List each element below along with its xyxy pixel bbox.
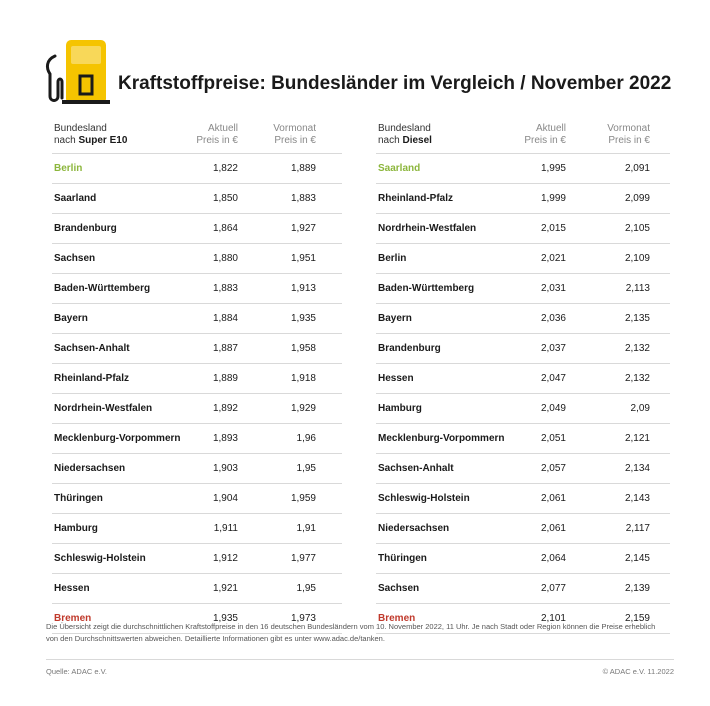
current-price: 2,064 xyxy=(540,553,566,564)
previous-month-price: 1,951 xyxy=(290,253,316,264)
previous-month-price: 1,91 xyxy=(296,523,316,534)
current-price: 2,077 xyxy=(540,583,566,594)
current-price: 1,889 xyxy=(212,373,238,384)
table-rows xyxy=(376,153,670,634)
table-row xyxy=(376,543,670,573)
current-price: 1,880 xyxy=(212,253,238,264)
state-name: Berlin xyxy=(378,253,407,264)
footnote: Die Übersicht zeigt die durchschnittlichen Kraftstoffpreise in den 16 deutschen Bundesländern vom 10. November 2022, 11 Uhr. Je nach Stadt oder Region können die Preise erheblich von den Durchschnittswerten abweichen. Detaillierte Informationen gibt es unter www.adac.de/tanken. xyxy=(46,622,656,643)
column-header-vormonat: Vormonat Preis in € xyxy=(607,123,650,146)
fuel-type-label: Super E10 xyxy=(78,135,128,146)
table-row xyxy=(52,453,342,483)
previous-month-price: 2,099 xyxy=(624,193,650,204)
previous-month-price: 2,145 xyxy=(624,553,650,564)
previous-month-price: 2,132 xyxy=(624,343,650,354)
previous-month-price: 2,09 xyxy=(630,403,650,414)
table-row xyxy=(376,183,670,213)
previous-month-price: 1,889 xyxy=(290,163,316,174)
previous-month-price: 2,143 xyxy=(624,493,650,504)
current-price: 1,921 xyxy=(212,583,238,594)
current-price: 1,892 xyxy=(212,403,238,414)
current-price: 2,015 xyxy=(540,223,566,234)
current-price: 2,061 xyxy=(540,523,566,534)
state-name: Brandenburg xyxy=(54,223,117,234)
previous-month-price: 1,918 xyxy=(290,373,316,384)
previous-month-price: 1,959 xyxy=(290,493,316,504)
current-price: 1,995 xyxy=(540,163,566,174)
state-name: Saarland xyxy=(54,193,97,204)
previous-month-price: 2,132 xyxy=(624,373,650,384)
previous-month-price: 1,973 xyxy=(290,613,316,624)
table-row xyxy=(376,393,670,423)
previous-month-price: 2,117 xyxy=(625,523,650,534)
table-row xyxy=(52,243,342,273)
state-name: Niedersachsen xyxy=(54,463,126,474)
state-name: Schleswig-Holstein xyxy=(378,493,470,504)
table-row xyxy=(376,363,670,393)
current-price: 2,049 xyxy=(540,403,566,414)
previous-month-price: 1,927 xyxy=(290,223,316,234)
current-price: 1,887 xyxy=(212,343,238,354)
current-price: 1,904 xyxy=(212,493,238,504)
current-price: 1,883 xyxy=(212,283,238,294)
state-name: Niedersachsen xyxy=(378,523,450,534)
fuel-pump-icon xyxy=(44,38,116,106)
state-name: Hessen xyxy=(378,373,414,384)
previous-month-price: 2,134 xyxy=(624,463,650,474)
state-name: Thüringen xyxy=(54,493,103,504)
column-header-vormonat: Vormonat Preis in € xyxy=(273,123,316,146)
previous-month-price: 1,958 xyxy=(290,343,316,354)
copyright-label: © ADAC e.V. 11.2022 xyxy=(602,667,674,676)
current-price: 1,912 xyxy=(212,553,238,564)
state-name: Sachsen-Anhalt xyxy=(54,343,130,354)
state-name: Baden-Württemberg xyxy=(54,283,151,294)
previous-month-price: 2,109 xyxy=(624,253,650,264)
current-price: 2,061 xyxy=(540,493,566,504)
state-name: Bremen xyxy=(378,613,416,624)
footer-divider xyxy=(46,659,674,660)
current-price: 1,999 xyxy=(540,193,566,204)
previous-month-price: 2,159 xyxy=(624,613,650,624)
previous-month-price: 1,913 xyxy=(290,283,316,294)
table-row xyxy=(52,483,342,513)
current-price: 1,850 xyxy=(212,193,238,204)
current-price: 1,893 xyxy=(212,433,238,444)
current-price: 1,864 xyxy=(212,223,238,234)
current-price: 2,036 xyxy=(540,313,566,324)
state-name: Sachsen-Anhalt xyxy=(378,463,454,474)
state-name: Hamburg xyxy=(378,403,422,414)
state-name: Sachsen xyxy=(54,253,96,264)
previous-month-price: 1,929 xyxy=(290,403,316,414)
diesel-table xyxy=(376,121,670,634)
column-header-aktuell: Aktuell Preis in € xyxy=(524,123,566,146)
current-price: 2,101 xyxy=(540,613,566,624)
state-name: Bremen xyxy=(54,613,92,624)
previous-month-price: 1,883 xyxy=(290,193,316,204)
current-price: 1,822 xyxy=(212,163,238,174)
state-name: Bayern xyxy=(378,313,412,324)
column-header-bundesland: Bundesland nach Super E10 xyxy=(54,123,128,146)
table-row xyxy=(52,333,342,363)
source-label: Quelle: ADAC e.V. xyxy=(46,667,108,676)
current-price: 2,021 xyxy=(540,253,566,264)
table-row xyxy=(52,303,342,333)
state-name: Mecklenburg-Vorpommern xyxy=(54,433,181,444)
table-header xyxy=(376,121,670,153)
state-name: Bayern xyxy=(54,313,88,324)
state-name: Brandenburg xyxy=(378,343,441,354)
current-price: 1,884 xyxy=(212,313,238,324)
table-row xyxy=(52,423,342,453)
current-price: 2,051 xyxy=(540,433,566,444)
state-name: Hessen xyxy=(54,583,90,594)
table-row xyxy=(52,513,342,543)
table-row xyxy=(376,453,670,483)
table-row xyxy=(376,153,670,183)
state-name: Baden-Württemberg xyxy=(378,283,475,294)
column-header-aktuell: Aktuell Preis in € xyxy=(196,123,238,146)
state-name: Hamburg xyxy=(54,523,98,534)
previous-month-price: 2,105 xyxy=(624,223,650,234)
previous-month-price: 1,95 xyxy=(296,463,316,474)
current-price: 1,911 xyxy=(213,523,238,534)
fuel-type-label: Diesel xyxy=(402,135,432,146)
table-row xyxy=(376,273,670,303)
previous-month-price: 1,935 xyxy=(290,313,316,324)
current-price: 2,031 xyxy=(540,283,566,294)
page-title: Kraftstoffpreise: Bundesländer im Vergleich / November 2022 xyxy=(118,73,672,94)
table-row xyxy=(52,153,342,183)
previous-month-price: 2,135 xyxy=(624,313,650,324)
table-row xyxy=(52,273,342,303)
table-row xyxy=(52,573,342,603)
table-row xyxy=(376,483,670,513)
table-row xyxy=(376,423,670,453)
state-name: Schleswig-Holstein xyxy=(54,553,146,564)
state-name: Sachsen xyxy=(378,583,420,594)
table-row xyxy=(52,183,342,213)
previous-month-price: 2,139 xyxy=(624,583,650,594)
current-price: 2,037 xyxy=(540,343,566,354)
table-header xyxy=(52,121,342,153)
state-name: Rheinland-Pfalz xyxy=(54,373,130,384)
table-row xyxy=(52,393,342,423)
table-row xyxy=(52,363,342,393)
previous-month-price: 1,96 xyxy=(296,433,316,444)
state-name: Rheinland-Pfalz xyxy=(378,193,454,204)
table-row xyxy=(376,573,670,603)
current-price: 1,935 xyxy=(212,613,238,624)
previous-month-price: 1,95 xyxy=(296,583,316,594)
table-row xyxy=(376,513,670,543)
table-row xyxy=(376,333,670,363)
column-header-bundesland: Bundesland nach Diesel xyxy=(378,123,432,146)
table-row xyxy=(52,543,342,573)
previous-month-price: 2,121 xyxy=(624,433,650,444)
state-name: Nordrhein-Westfalen xyxy=(378,223,477,234)
table-row xyxy=(376,213,670,243)
state-name: Thüringen xyxy=(378,553,427,564)
current-price: 1,903 xyxy=(212,463,238,474)
previous-month-price: 2,091 xyxy=(624,163,650,174)
state-name: Berlin xyxy=(54,163,83,174)
state-name: Nordrhein-Westfalen xyxy=(54,403,153,414)
table-row xyxy=(52,213,342,243)
current-price: 2,057 xyxy=(540,463,566,474)
super-e10-table xyxy=(52,121,342,634)
current-price: 2,047 xyxy=(540,373,566,384)
table-row xyxy=(376,303,670,333)
previous-month-price: 2,113 xyxy=(625,283,650,294)
table-rows xyxy=(52,153,342,634)
table-row xyxy=(376,243,670,273)
previous-month-price: 1,977 xyxy=(290,553,316,564)
state-name: Saarland xyxy=(378,163,421,174)
state-name: Mecklenburg-Vorpommern xyxy=(378,433,505,444)
